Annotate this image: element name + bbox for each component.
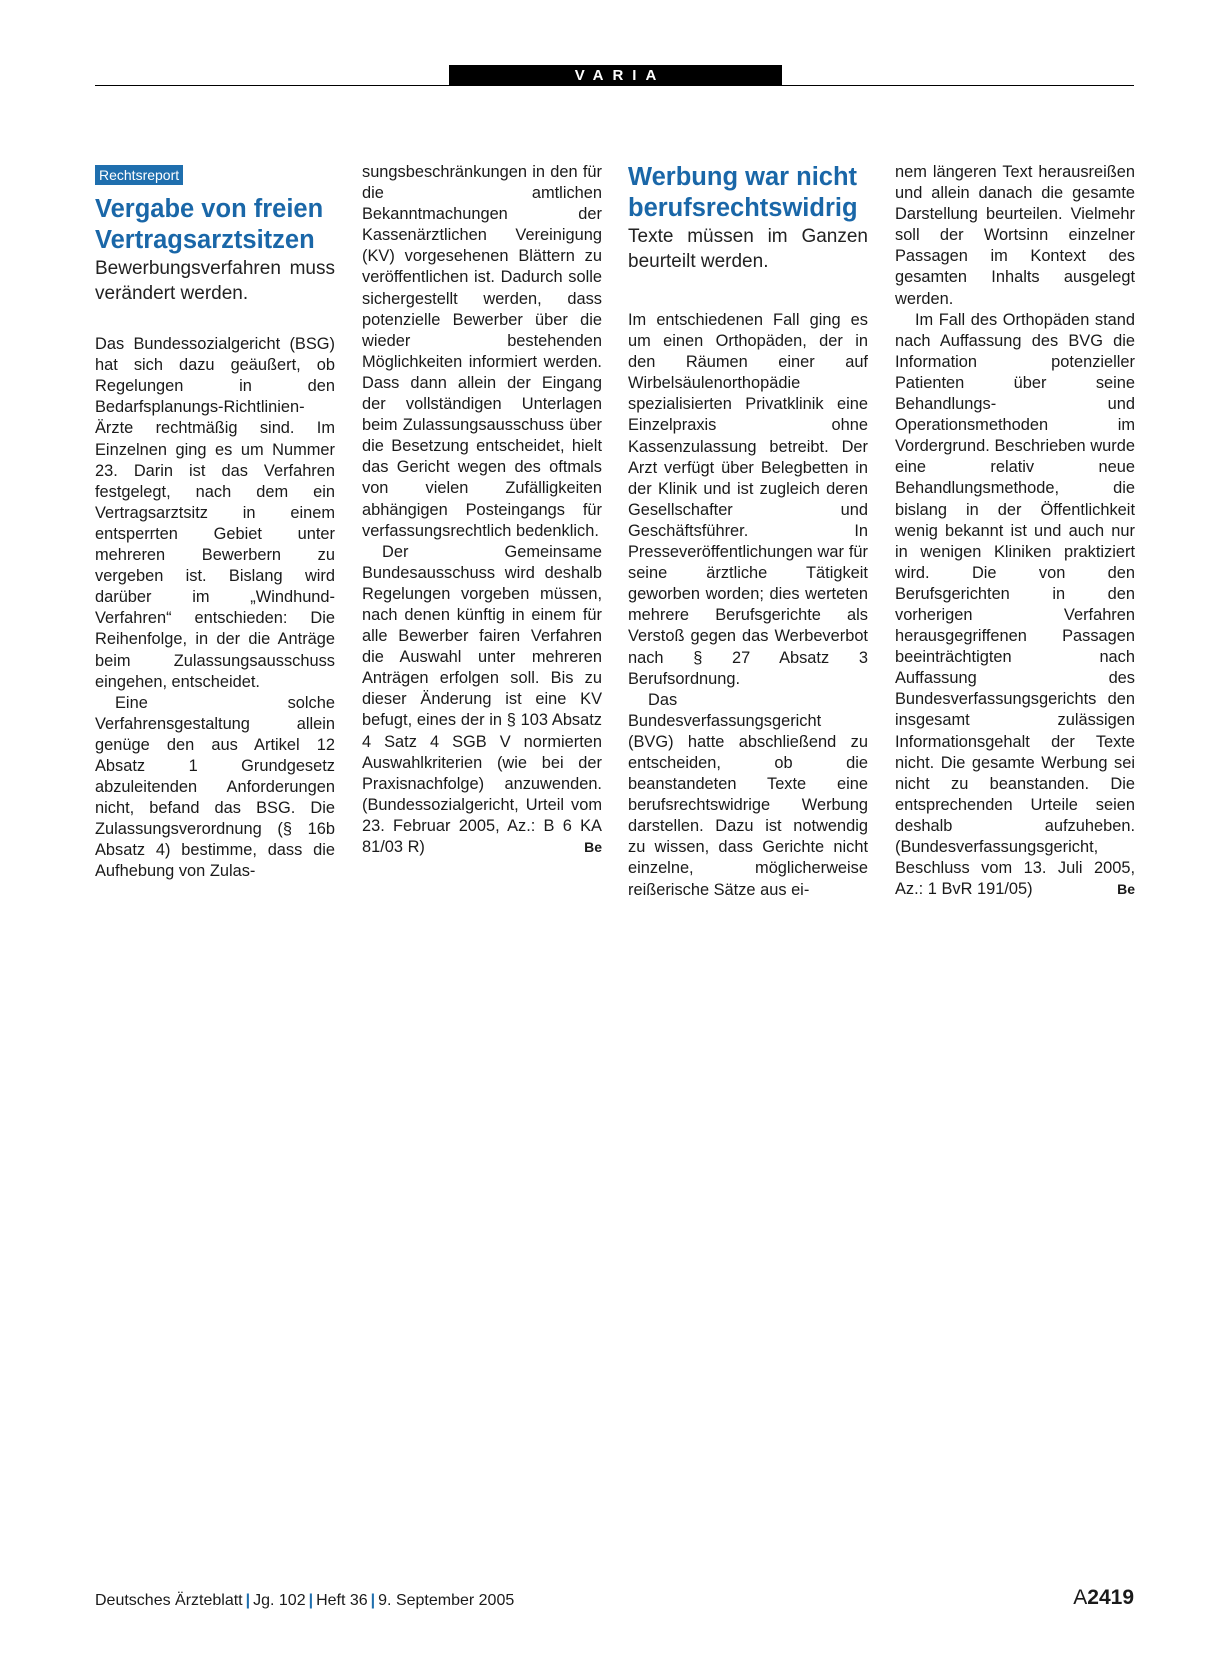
article1-title: Vergabe von freien Vertragsarztsitzen [95, 195, 324, 255]
article2-subtitle: Texte müssen im Ganzen beurteilt werden. [628, 226, 868, 272]
article1-paragraph-2b: sungsbeschränkungen in den für die amtlichen Bekanntmachungen der Kassenärztlichen Vereinigung (KV) vorgesehenen Blättern zu veröffentlichen ist. Dadurch solle sichergestellt werden, dass potenzielle Bewerber über die wieder bestehenden Möglichkeiten informiert werden. Dass dann allein der Eingang der vollständigen Unterlagen beim Zulassungsausschuss über die Besetzung entscheidet, hielt das Gericht wegen des oftmals von vielen Zufälligkeiten abhängigen Posteingangs für verfassungsrechtlich bedenklich. [362, 163, 602, 540]
article2-paragraph-2b: nem längeren Text herausreißen und allein danach die gesamte Darstellung beurteilen. Vielmehr soll der Wortsinn einzelner Passagen im Kontext des gesamten Inhalts ausgelegt werden. [895, 163, 1135, 308]
article1-signature: Be [584, 839, 602, 855]
issue: Heft 36 [316, 1592, 368, 1609]
footer-citation: Deutsches Ärzteblatt | Jg. 102 | Heft 36 | 9. September 2005 [95, 1592, 515, 1609]
article1-subtitle: Bewerbungsverfahren muss verändert werden. [95, 258, 335, 305]
article2-paragraph-3: Im Fall des Orthopäden stand nach Auffassung des BVG die Information potenzieller Patienten über seine Behandlungs- und Operationsmethoden im Vordergrund. Beschrieben wurde eine relativ neue Behandlungsmethode, die bislang in der Öffentlichkeit wenig bekannt ist und auch nur in wenigen Kliniken praktiziert wird. Die von den Berufsgerichten in den vorherigen Verfahren herausgegriffenen Passagen beeinträchtigten nach Auffassung des Bundesverfassungsgerichts den insgesamt zulässigen Informationsgehalt der Texte nicht. Die gesamte Werbung sei nicht zu beanstanden. Die entsprechenden Urteile seien deshalb aufzuheben. (Bundesverfassungsgericht, Beschluss vom 13. Juli 2005, Az.: 1 BvR 191/05) Be [895, 310, 1135, 901]
volume: Jg. 102 [253, 1592, 306, 1609]
page-number-value: 2419 [1087, 1586, 1134, 1609]
article2-paragraph-2a: Das Bundesverfassungsgericht (BVG) hatte abschließend zu entscheiden, ob die beanstandeten Texte eine berufsrechtswidrige Werbung darstellen. Dazu ist notwendig zu wissen, dass Gerichte nicht einzelne, möglicherweise reißerische Sätze aus ei- [628, 690, 868, 899]
rubric-badge: Rechtsreport [95, 165, 183, 185]
column-1 [95, 162, 335, 883]
section-label: VARIA [449, 65, 782, 86]
issue-date: 9. September 2005 [378, 1592, 515, 1609]
article2-paragraph-1: Im entschiedenen Fall ging es um einen Orthopäden, der in den Räumen einer auf Wirbelsäulenorthopädie spezialisierten Privatklinik eine Einzelpraxis ohne Kassenzulassung betreibt. Der Arzt verfügt über Belegbetten in der Klinik und ist zugleich deren Gesellschafter und Geschäftsführer. In Presseveröffentlichungen war für seine ärztliche Tätigkeit geworben worden; dies werteten mehrere Berufsgerichte als Verstoß gegen das Werbeverbot nach § 27 Absatz 3 Berufsordnung. [628, 311, 868, 688]
article2-signature: Be [1117, 881, 1135, 898]
page-number [1073, 1586, 1134, 1610]
article2-title: Werbung war nicht berufsrechtswidrig [628, 163, 858, 222]
article1-paragraph-3: Der Gemeinsame Bundesausschuss wird deshalb Regelungen vorgeben müssen, nach denen künftig in einem für alle Bewerber fairen Verfahren die Auswahl unter mehreren Anträgen erfolgen soll. Bis zu dieser Änderung ist eine KV befugt, eines der in § 103 Absatz 4 Satz 4 SGB V normierten Auswahlkriterien (wie bei der Praxisnachfolge) anzuwenden. (Bundessozialgericht, Urteil vom 23. Februar 2005, Az.: B 6 KA 81/03 R) Be [362, 542, 602, 858]
article1-paragraph-1: Das Bundessozialgericht (BSG) hat sich dazu geäußert, ob Regelungen in den Bedarfsplanungs-Richtlinien-Ärzte rechtmäßig sind. Im Einzelnen ging es um Nummer 23. Darin ist das Verfahren festgelegt, nach dem ein Vertragsarztsitz in einem entsperrten Gebiet unter mehreren Bewerbern zu vergeben ist. Bislang wird darüber im „Windhund-Verfahren“ entschieden: Die Reihenfolge, in der die Anträge beim Zulassungsausschuss eingehen, entscheidet. [95, 335, 335, 691]
column-4 [895, 162, 1135, 900]
page-prefix: A [1073, 1586, 1088, 1609]
column-2 [362, 162, 602, 858]
journal-name: Deutsches Ärzteblatt [95, 1592, 243, 1609]
article1-paragraph-2a: Eine solche Verfahrensgestaltung allein genüge den aus Artikel 12 Absatz 1 Grundgesetz abzuleitenden Anforderungen nicht, befand das BSG. Die Zulassungsverordnung (§ 16b Absatz 4) bestimme, dass die Aufhebung von Zulas- [95, 693, 335, 881]
column-3 [628, 162, 868, 901]
